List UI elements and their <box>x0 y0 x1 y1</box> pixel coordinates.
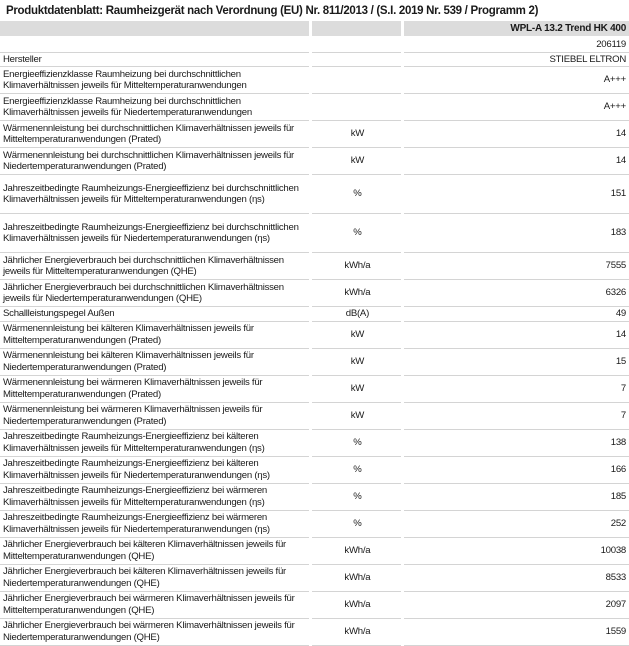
row-label: Jahreszeitbedingte Raumheizungs-Energieeffizienz bei durchschnittlichen Klimaverhältnissen jeweils für Niedertemperaturanwendungen (ηs) <box>0 214 309 253</box>
row-label: Jährlicher Energieverbrauch bei durchschnittlichen Klimaverhältnissen jeweils für Niedertemperaturanwendungen (QHE) <box>0 280 309 307</box>
row-value: 49 <box>404 307 629 322</box>
row-label: Wärmenennleistung bei durchschnittlichen Klimaverhältnissen jeweils für Niedertemperaturanwendungen (Prated) <box>0 148 309 175</box>
row-unit: kW <box>312 403 401 430</box>
row-unit: kWh/a <box>312 253 401 280</box>
row-label: Jährlicher Energieverbrauch bei kälteren Klimaverhältnissen jeweils für Mitteltemperaturanwendungen (QHE) <box>0 538 309 565</box>
table-row <box>0 565 629 592</box>
row-value: 138 <box>404 430 629 457</box>
table-row <box>0 592 629 619</box>
row-value: 14 <box>404 322 629 349</box>
row-value: 15 <box>404 349 629 376</box>
table-row <box>0 349 629 376</box>
table-row <box>0 538 629 565</box>
page-title: Produktdatenblatt: Raumheizgerät nach Verordnung (EU) Nr. 811/2013 / (S.I. 2019 Nr. 539 / Programm 2) <box>6 5 539 17</box>
table-row <box>0 253 629 280</box>
row-value: 2097 <box>404 592 629 619</box>
row-label: Jährlicher Energieverbrauch bei durchschnittlichen Klimaverhältnissen jeweils für Mitteltemperaturanwendungen (QHE) <box>0 253 309 280</box>
table-row <box>0 322 629 349</box>
row-unit: kWh/a <box>312 592 401 619</box>
table-header <box>0 21 629 38</box>
table-row <box>0 484 629 511</box>
table-row <box>0 67 629 94</box>
row-label: Jährlicher Energieverbrauch bei wärmeren Klimaverhältnissen jeweils für Niedertemperaturanwendungen (QHE) <box>0 619 309 646</box>
table-row <box>0 307 629 322</box>
table-row <box>0 53 629 68</box>
row-label: Wärmenennleistung bei wärmeren Klimaverhältnissen jeweils für Niedertemperaturanwendungen (Prated) <box>0 403 309 430</box>
table-row <box>0 175 629 214</box>
row-unit: kWh/a <box>312 565 401 592</box>
row-unit: kW <box>312 121 401 148</box>
row-label: Wärmenennleistung bei wärmeren Klimaverhältnissen jeweils für Mitteltemperaturanwendungen (Prated) <box>0 376 309 403</box>
row-value: A+++ <box>404 67 629 94</box>
row-label: Energieeffizienzklasse Raumheizung bei durchschnittlichen Klimaverhältnissen jeweils für Mitteltemperaturanwendungen <box>0 67 309 94</box>
row-unit <box>312 94 401 121</box>
row-unit: kWh/a <box>312 619 401 646</box>
row-label: Wärmenennleistung bei kälteren Klimaverhältnissen jeweils für Niedertemperaturanwendungen (Prated) <box>0 349 309 376</box>
table-row <box>0 511 629 538</box>
row-unit: dB(A) <box>312 307 401 322</box>
row-value: 8533 <box>404 565 629 592</box>
row-value: 185 <box>404 484 629 511</box>
row-label <box>0 38 309 53</box>
row-unit: kW <box>312 322 401 349</box>
row-unit: % <box>312 175 401 214</box>
table-row <box>0 457 629 484</box>
row-value: 183 <box>404 214 629 253</box>
row-label: Hersteller <box>0 53 309 68</box>
row-unit: kW <box>312 376 401 403</box>
table-row <box>0 619 629 646</box>
row-value: STIEBEL ELTRON <box>404 53 629 68</box>
table-row <box>0 376 629 403</box>
row-label: Wärmenennleistung bei durchschnittlichen Klimaverhältnissen jeweils für Mitteltemperaturanwendungen (Prated) <box>0 121 309 148</box>
row-value: 166 <box>404 457 629 484</box>
row-unit: % <box>312 214 401 253</box>
row-unit: % <box>312 457 401 484</box>
row-unit <box>312 67 401 94</box>
row-label: Schallleistungspegel Außen <box>0 307 309 322</box>
row-unit: kWh/a <box>312 538 401 565</box>
table-row <box>0 280 629 307</box>
row-label: Jährlicher Energieverbrauch bei kälteren Klimaverhältnissen jeweils für Niedertemperaturanwendungen (QHE) <box>0 565 309 592</box>
header-label-cell <box>0 21 309 38</box>
row-value: 7 <box>404 403 629 430</box>
row-value: 14 <box>404 121 629 148</box>
row-unit: kW <box>312 349 401 376</box>
row-value: 206119 <box>404 38 629 53</box>
row-label: Jahreszeitbedingte Raumheizungs-Energieeffizienz bei durchschnittlichen Klimaverhältnissen jeweils für Mitteltemperaturanwendungen (ηs) <box>0 175 309 214</box>
row-value: 14 <box>404 148 629 175</box>
row-label: Energieeffizienzklasse Raumheizung bei durchschnittlichen Klimaverhältnissen jeweils für Niedertemperaturanwendungen <box>0 94 309 121</box>
row-value: 7 <box>404 376 629 403</box>
row-unit <box>312 38 401 53</box>
row-label: Jahreszeitbedingte Raumheizungs-Energieeffizienz bei wärmeren Klimaverhältnissen jeweils für Mitteltemperaturanwendungen (ηs) <box>0 484 309 511</box>
row-value: 1559 <box>404 619 629 646</box>
row-unit: % <box>312 511 401 538</box>
product-data-table <box>0 21 629 646</box>
row-value: A+++ <box>404 94 629 121</box>
row-label: Jahreszeitbedingte Raumheizungs-Energieeffizienz bei kälteren Klimaverhältnissen jeweils für Niedertemperaturanwendungen (ηs) <box>0 457 309 484</box>
table-row <box>0 403 629 430</box>
row-label: Jährlicher Energieverbrauch bei wärmeren Klimaverhältnissen jeweils für Mitteltemperaturanwendungen (QHE) <box>0 592 309 619</box>
table-row <box>0 94 629 121</box>
table-row <box>0 121 629 148</box>
table-row <box>0 430 629 457</box>
table-row <box>0 38 629 53</box>
row-unit: % <box>312 430 401 457</box>
row-label: Wärmenennleistung bei kälteren Klimaverhältnissen jeweils für Mitteltemperaturanwendungen (Prated) <box>0 322 309 349</box>
row-label: Jahreszeitbedingte Raumheizungs-Energieeffizienz bei kälteren Klimaverhältnissen jeweils für Mitteltemperaturanwendungen (ηs) <box>0 430 309 457</box>
row-value: 10038 <box>404 538 629 565</box>
row-unit: % <box>312 484 401 511</box>
row-unit: kW <box>312 148 401 175</box>
row-value: 6326 <box>404 280 629 307</box>
row-unit <box>312 53 401 68</box>
row-value: 252 <box>404 511 629 538</box>
table-row <box>0 214 629 253</box>
header-unit-cell <box>312 21 401 38</box>
row-value: 151 <box>404 175 629 214</box>
row-value: 7555 <box>404 253 629 280</box>
row-label: Jahreszeitbedingte Raumheizungs-Energieeffizienz bei wärmeren Klimaverhältnissen jeweils für Niedertemperaturanwendungen (ηs) <box>0 511 309 538</box>
header-model: WPL-A 13.2 Trend HK 400 <box>404 21 629 38</box>
row-unit: kWh/a <box>312 280 401 307</box>
table-row <box>0 148 629 175</box>
